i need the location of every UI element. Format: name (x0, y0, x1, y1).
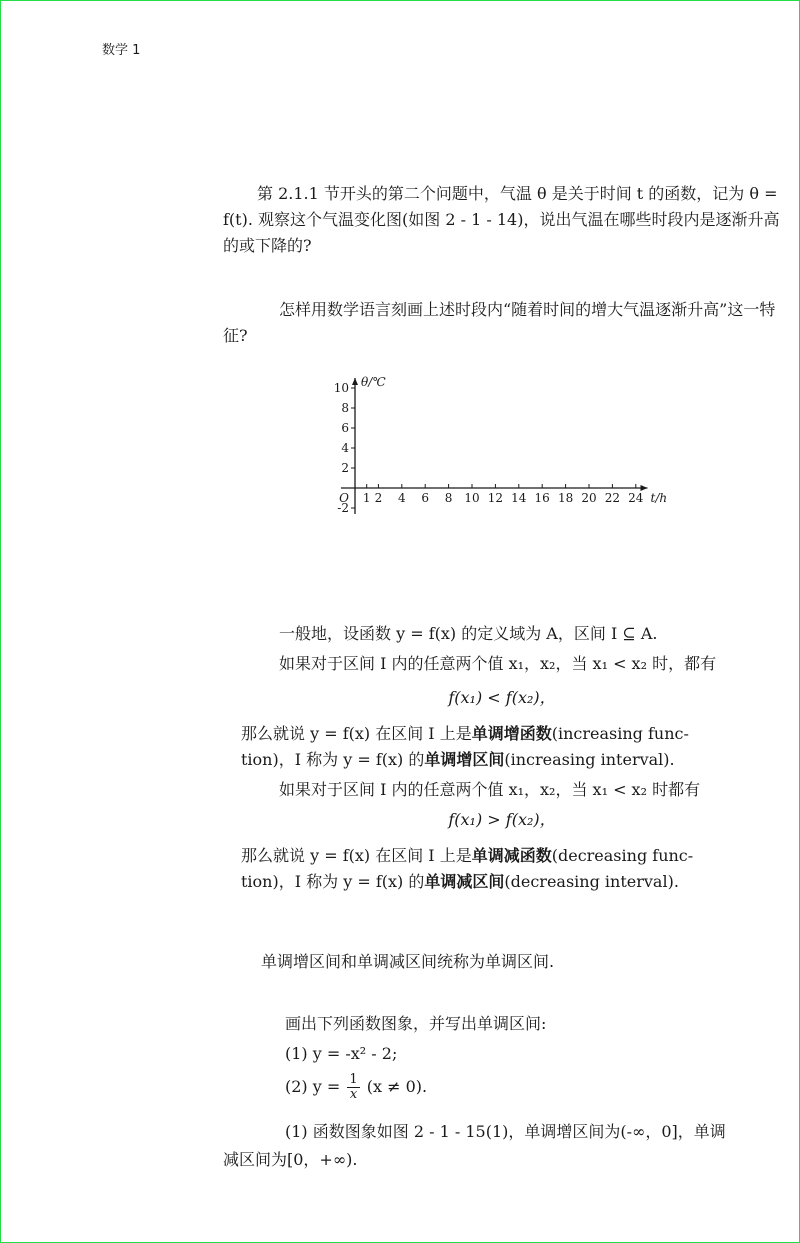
y-axis-arrow (352, 378, 358, 385)
definition-line-3: 那么就说 y = f(x) 在区间 I 上是单调增函数(increasing func- (241, 724, 689, 743)
exercise-item-2: (2) y = $\frac{1}{x}$ (x ≠ 0). (285, 1072, 428, 1102)
definition-line-2: 如果对于区间 I 内的任意两个值 x₁，x₂，当 x₁ < x₂ 时，都有 (279, 654, 717, 673)
formula-increasing: f(x₁) < f(x₂)， (448, 688, 556, 707)
term-decreasing-function: 单调减函数 (471, 846, 552, 865)
x-tick-label: 2 (374, 491, 383, 505)
y-axis-label: θ/℃ (361, 375, 386, 389)
paragraph-inquiry: 怎样用数学语言刻画上述时段内“随着时间的增大气温逐渐升高”这一特征? (223, 300, 776, 345)
x-tick-label: 8 (444, 491, 453, 505)
note-monotonic-interval: 单调增区间和单调减区间统称为单调区间. (261, 952, 555, 971)
paragraph-question: 第 2.1.1 节开头的第二个问题中，气温 θ 是关于时间 t 的函数，记为 θ = f(t). 观察这个气温变化图(如图 2 - 1 - 14)，说出气温在哪些时段内是逐渐升高的或下降的? (223, 184, 780, 255)
y-tick-label: -2 (337, 501, 349, 515)
definition-line-4: tion)，I 称为 y = f(x) 的单调增区间(increasing interval). (241, 750, 675, 769)
y-tick-label: 2 (341, 461, 349, 475)
x-tick-label: 22 (604, 491, 621, 505)
y-tick-label: 6 (341, 421, 349, 435)
temperature-chart (321, 361, 681, 521)
x-tick-label: 20 (581, 491, 597, 505)
fraction-one-over-x: $\frac{1}{x}$ (349, 1072, 358, 1102)
x-tick-label: 10 (464, 491, 480, 505)
definition-line-7: tion)，I 称为 y = f(x) 的单调减区间(decreasing interval). (241, 872, 679, 891)
definition-line-5: 如果对于区间 I 内的任意两个值 x₁，x₂，当 x₁ < x₂ 时都有 (279, 780, 701, 799)
exercise-prompt: 画出下列函数图象，并写出单调区间: (285, 1014, 547, 1033)
x-tick-label: 4 (397, 491, 406, 505)
x-tick-label: 1 (362, 491, 371, 505)
formula-decreasing: f(x₁) > f(x₂)， (448, 810, 556, 829)
exercise-item-1: (1) y = -x² - 2; (285, 1044, 398, 1063)
x-tick-label: 24 (628, 491, 644, 505)
term-increasing-interval: 单调增区间 (424, 750, 505, 769)
x-tick-label: 18 (557, 491, 574, 505)
x-tick-label: 16 (534, 491, 550, 505)
definition-line-6: 那么就说 y = f(x) 在区间 I 上是单调减函数(decreasing func- (241, 846, 694, 865)
x-tick-label: 6 (421, 491, 430, 505)
origin-label: O (339, 491, 349, 505)
term-decreasing-interval: 单调减区间 (424, 872, 505, 891)
solution-line-2: 减区间为[0，+∞). (223, 1150, 358, 1169)
solution-line-1: (1) 函数图象如图 2 - 1 - 15(1)，单调增区间为(-∞，0]，单调 (285, 1122, 726, 1141)
y-tick-label: 4 (341, 441, 349, 455)
running-header: 数学 1 (102, 43, 141, 58)
y-tick-label: 10 (333, 381, 349, 395)
y-tick-label: 8 (341, 401, 349, 415)
x-tick-label: 14 (511, 491, 527, 505)
definition-line-1: 一般地，设函数 y = f(x) 的定义域为 A，区间 I ⊆ A. (279, 624, 658, 643)
term-increasing-function: 单调增函数 (471, 724, 552, 743)
x-axis-label: t/h (650, 491, 668, 505)
x-tick-label: 12 (487, 491, 504, 505)
